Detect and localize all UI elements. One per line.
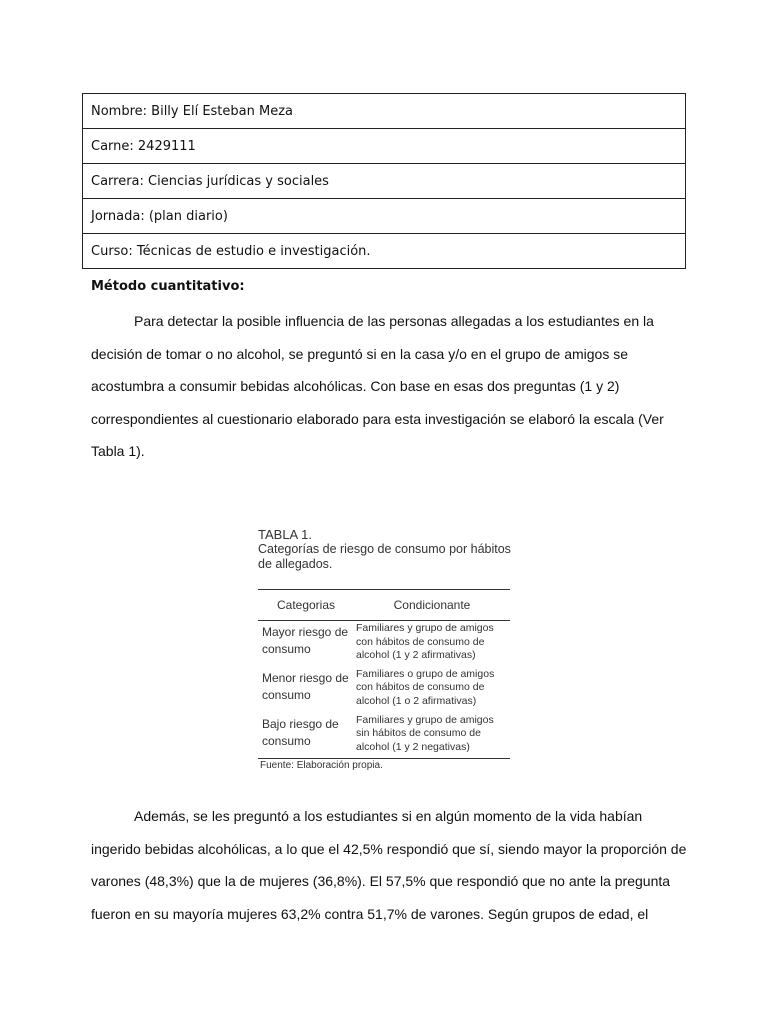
section-heading: Método cuantitativo: xyxy=(91,279,245,294)
info-row-carrera xyxy=(83,164,686,199)
paragraph-line: Además, se les preguntó a los estudiantes si en algún momento de la vida habían xyxy=(134,808,643,824)
table1-source: Fuente: Elaboración propia. xyxy=(260,760,383,771)
table-row xyxy=(258,713,510,759)
paragraph-line: fueron en su mayoría mujeres 63,2% contra 51,7% de varones. Según grupos de edad, el xyxy=(91,905,649,922)
student-course: Curso: Técnicas de estudio e investigación. xyxy=(83,234,686,269)
risk-category-table xyxy=(258,589,510,759)
table1-title: TABLA 1. xyxy=(258,527,312,542)
info-row-jornada xyxy=(83,199,686,234)
paragraph-intro xyxy=(91,305,691,468)
student-info-table xyxy=(82,93,686,269)
category-cell: Menor riesgo de consumo xyxy=(262,670,349,702)
table1-subtitle: Categorías de riesgo de consumo por hábitos de allegados. xyxy=(258,542,511,571)
table-row xyxy=(258,621,510,667)
student-carne: Carne: 2429111 xyxy=(83,129,686,164)
condition-cell: Familiares y grupo de amigos sin hábitos de consumo de alcohol (1 y 2 negativas) xyxy=(354,713,510,759)
student-career: Carrera: Ciencias jurídicas y sociales xyxy=(83,164,686,199)
table-row xyxy=(258,667,510,713)
header-condicionante: Condicionante xyxy=(354,590,510,621)
condition-cell: Familiares y grupo de amigos con hábitos de consumo de alcohol (1 y 2 afirmativas) xyxy=(356,622,494,661)
info-row-carne xyxy=(83,129,686,164)
paragraph-line: correspondientes al cuestionario elaborado para esta investigación se elaboró la escala (Ver xyxy=(91,410,664,427)
student-name: Nombre: Billy Elí Esteban Meza xyxy=(83,94,686,129)
info-row-curso xyxy=(83,234,686,269)
paragraph-line: acostumbra a consumir bebidas alcohólicas. Con base en esas dos preguntas (1 y 2) xyxy=(91,378,620,395)
paragraph-line: decisión de tomar o no alcohol, se preguntó si en la casa y/o en el grupo de amigos se xyxy=(91,345,628,362)
paragraph-line: varones (48,3%) que la de mujeres (36,8%). El 57,5% que respondió que no ante la pregunta xyxy=(91,873,671,890)
table1-figure xyxy=(258,527,512,771)
header-categorias: Categorias xyxy=(258,590,354,621)
table-header-row xyxy=(258,590,510,621)
condition-cell: Familiares o grupo de amigos con hábitos de consumo de alcohol (1 o 2 afirmativas) xyxy=(356,667,495,707)
info-row-name xyxy=(83,94,686,129)
paragraph-line: Para detectar la posible influencia de las personas allegadas a los estudiantes en la xyxy=(134,313,654,329)
student-schedule: Jornada: (plan diario) xyxy=(83,199,686,234)
category-cell: Mayor riesgo de consumo xyxy=(262,625,349,656)
paragraph-results xyxy=(91,800,691,930)
paragraph-line: ingerido bebidas alcohólicas, a lo que el 42,5% respondió que sí, siendo mayor la proporción de xyxy=(91,840,687,857)
paragraph-line: Tabla 1). xyxy=(91,443,145,460)
category-cell: Bajo riesgo de consumo xyxy=(258,713,354,759)
